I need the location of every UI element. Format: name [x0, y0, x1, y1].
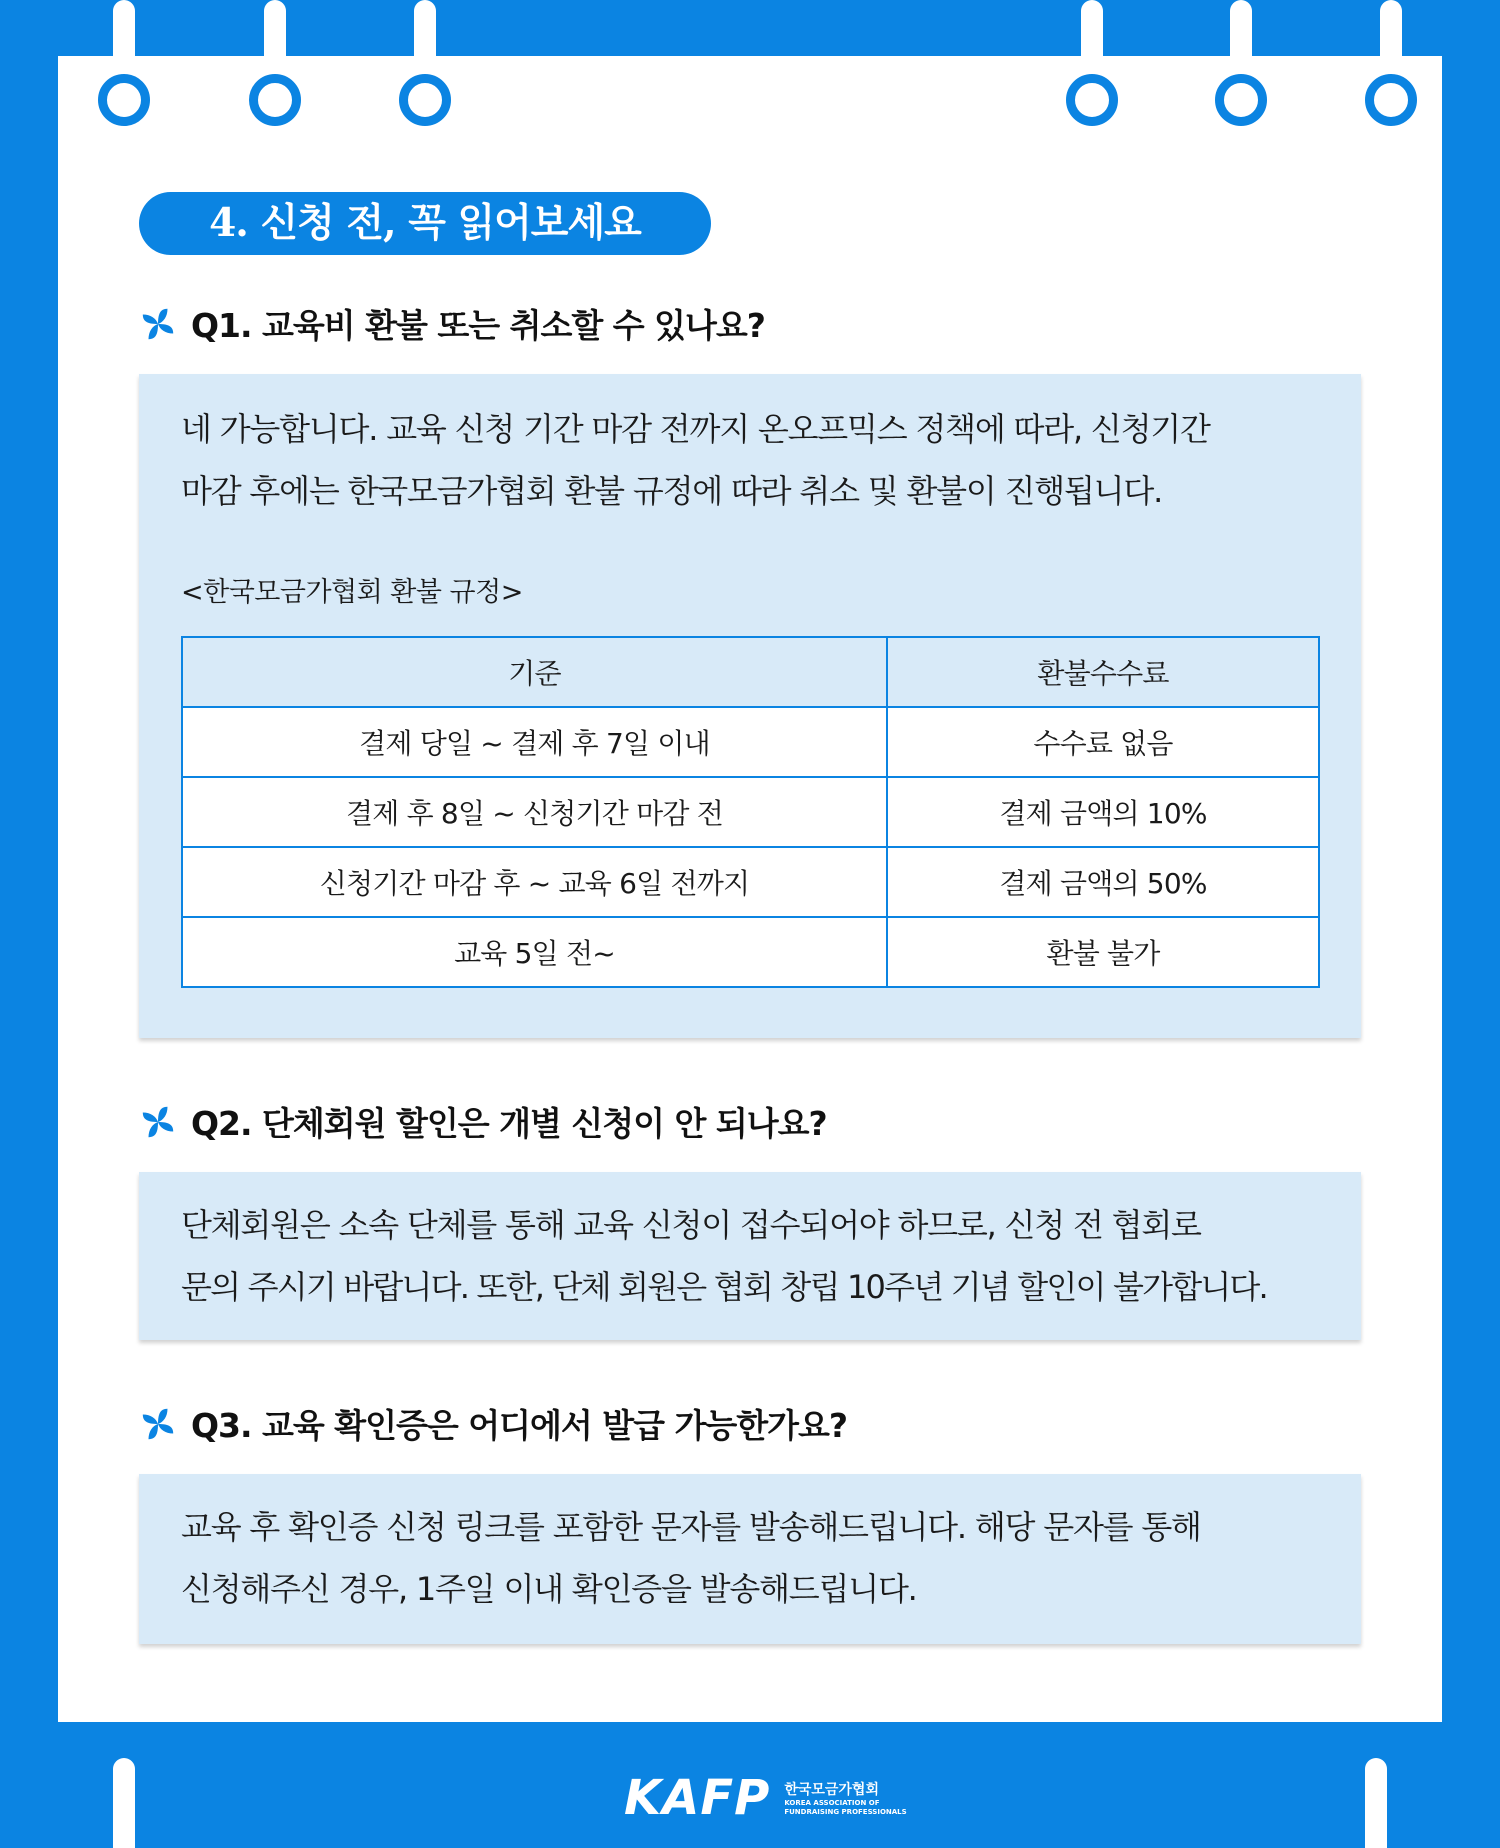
refund-table [181, 636, 1320, 988]
q3-answer-line: 신청해주신 경우, 1주일 이내 확인증을 발송해드립니다. [181, 1570, 917, 1608]
table-cell-fee: 결제 금액의 10% [887, 777, 1319, 847]
table-row [182, 707, 1319, 777]
kafp-logo [624, 1770, 907, 1826]
q3-heading [139, 1400, 847, 1447]
table-cell-criteria: 교육 5일 전~ [182, 917, 887, 987]
table-cell-fee: 결제 금액의 50% [887, 847, 1319, 917]
refund-table-caption: <한국모금가협회 환불 규정> [181, 577, 523, 608]
table-header-criteria: 기준 [182, 637, 887, 707]
binder-hole [98, 74, 150, 126]
q1-answer-line: 마감 후에는 한국모금가협회 환불 규정에 따라 취소 및 환불이 진행됩니다. [181, 472, 1163, 510]
table-header-fee: 환불수수료 [887, 637, 1319, 707]
table-header-row [182, 637, 1319, 707]
q2-answer-box [139, 1172, 1361, 1340]
q2-heading [139, 1098, 827, 1145]
q1-question: Q1. 교육비 환불 또는 취소할 수 있나요? [191, 306, 765, 345]
org-name-en: FUNDRAISING PROFESSIONALS [784, 1808, 907, 1816]
table-cell-criteria: 결제 당일 ~ 결제 후 7일 이내 [182, 707, 887, 777]
binder-hole [1365, 74, 1417, 126]
binder-hole [249, 74, 301, 126]
logo-text [784, 1779, 906, 1817]
ring-stem [113, 1758, 135, 1848]
ring-stem [1365, 1758, 1387, 1848]
q2-question: Q2. 단체회원 할인은 개별 신청이 안 되나요? [191, 1104, 827, 1143]
org-name-en: KOREA ASSOCIATION OF [784, 1799, 880, 1807]
logo-mark: KAFP [624, 1770, 771, 1826]
table-cell-criteria: 신청기간 마감 후 ~ 교육 6일 전까지 [182, 847, 887, 917]
table-row [182, 917, 1319, 987]
table-cell-fee: 수수료 없음 [887, 707, 1319, 777]
q3-answer-line: 교육 후 확인증 신청 링크를 포함한 문자를 발송해드립니다. 해당 문자를 통해 [181, 1508, 1201, 1546]
q2-answer-line: 단체회원은 소속 단체를 통해 교육 신청이 접수되어야 하므로, 신청 전 협회로 [181, 1206, 1201, 1244]
table-row [182, 777, 1319, 847]
q3-answer-box [139, 1474, 1361, 1644]
table-cell-fee: 환불 불가 [887, 917, 1319, 987]
q1-answer-line: 네 가능합니다. 교육 신청 기간 마감 전까지 온오프믹스 정책에 따라, 신청기간 [181, 410, 1210, 448]
q2-answer-line: 문의 주시기 바랍니다. 또한, 단체 회원은 협회 창립 10주년 기념 할인이 불가합니다. [181, 1268, 1267, 1306]
binder-hole [1066, 74, 1118, 126]
page-title: 4. 신청 전, 꼭 읽어보세요 [139, 192, 711, 255]
q3-question: Q3. 교육 확인증은 어디에서 발급 가능한가요? [191, 1406, 848, 1445]
pinwheel-icon [139, 1103, 177, 1141]
q1-answer-box [139, 374, 1361, 1038]
table-row [182, 847, 1319, 917]
binder-hole [399, 74, 451, 126]
q1-heading [139, 300, 765, 347]
binder-hole [1215, 74, 1267, 126]
table-cell-criteria: 결제 후 8일 ~ 신청기간 마감 전 [182, 777, 887, 847]
pinwheel-icon [139, 305, 177, 343]
pinwheel-icon [139, 1405, 177, 1443]
org-name-kr: 한국모금가협회 [784, 1782, 879, 1798]
